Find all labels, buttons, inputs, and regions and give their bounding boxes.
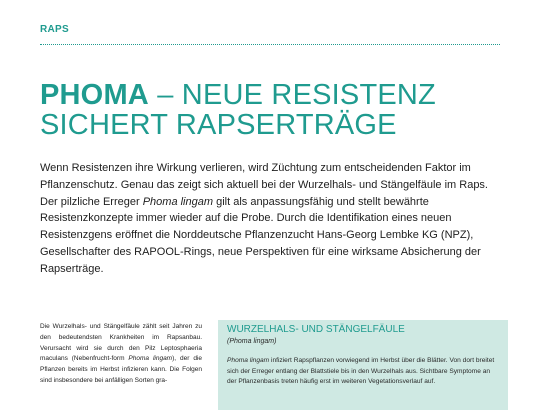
intro-text-2: gilt als anpassungsfähig und stellt bewährte Resistenzkonzepte immer wieder auf die Probe. Durch die Identifikation eines neuen Resistenzgens eröffnet die Norddeutsche Pflanzenzucht Hans-Georg Lembke KG (NPZ), Gesellschafter des RAPOOL-Rings, neue Perspektiven für eine wirksame Absicherung der Rapserträge.	[40, 195, 481, 275]
column-text-1: Die Wurzelhals- und Stängelfäule zählt seit Jahren zu den bedeutendsten Krankheiten im Rapsanbau. Verursacht wird sie durch den Pilz Leptosphaeria maculans (Nebenfrucht-form	[40, 323, 202, 363]
intro-text-1: Wenn Resistenzen ihre Wirkung verlieren, wird Züchtung zum entscheidenden Faktor im Pflanzenschutz. Genau das zeigt sich aktuell bei der Wurzelhals- und Stängelfäule im Raps. Der pilzliche Erreger	[40, 162, 488, 208]
info-box-text	[227, 356, 501, 388]
section-label: RAPS	[40, 24, 69, 35]
section-divider	[40, 44, 500, 45]
headline-line2: SICHERT RAPSERTRÄGE	[40, 109, 397, 141]
info-box-pathogen-name: Phoma lingam	[227, 357, 270, 364]
info-box-title: WURZELHALS- UND STÄNGELFÄULE	[227, 324, 405, 335]
headline-line1: – NEUE RESISTENZ	[148, 79, 436, 111]
headline-keyword: PHOMA	[40, 79, 149, 111]
article-headline	[40, 80, 500, 140]
info-box	[218, 320, 508, 410]
body-column-left	[40, 322, 202, 387]
intro-pathogen-name: Phoma lingam	[142, 195, 214, 208]
column-text-2: ), der die Pflanzen bereits im Herbst infizieren kann. Die Folgen sind insbesondere bei anfälligen Sorten gra-	[40, 355, 202, 384]
intro-paragraph	[40, 160, 500, 278]
top-border	[0, 0, 535, 5]
info-box-body: infiziert Rapspflanzen vorwiegend im Herbst über die Blätter. Von dort breitet sich der Erreger entlang der Blattstiele bis in den Wurzelhals aus. Sichtbare Symptome an der Pflanzenbasis treten häufig erst im weiteren Vegetationsverlauf auf.	[227, 357, 495, 385]
column-pathogen-name: Phoma lingam	[128, 355, 173, 363]
info-box-subtitle: (Phoma lingam)	[227, 338, 277, 345]
